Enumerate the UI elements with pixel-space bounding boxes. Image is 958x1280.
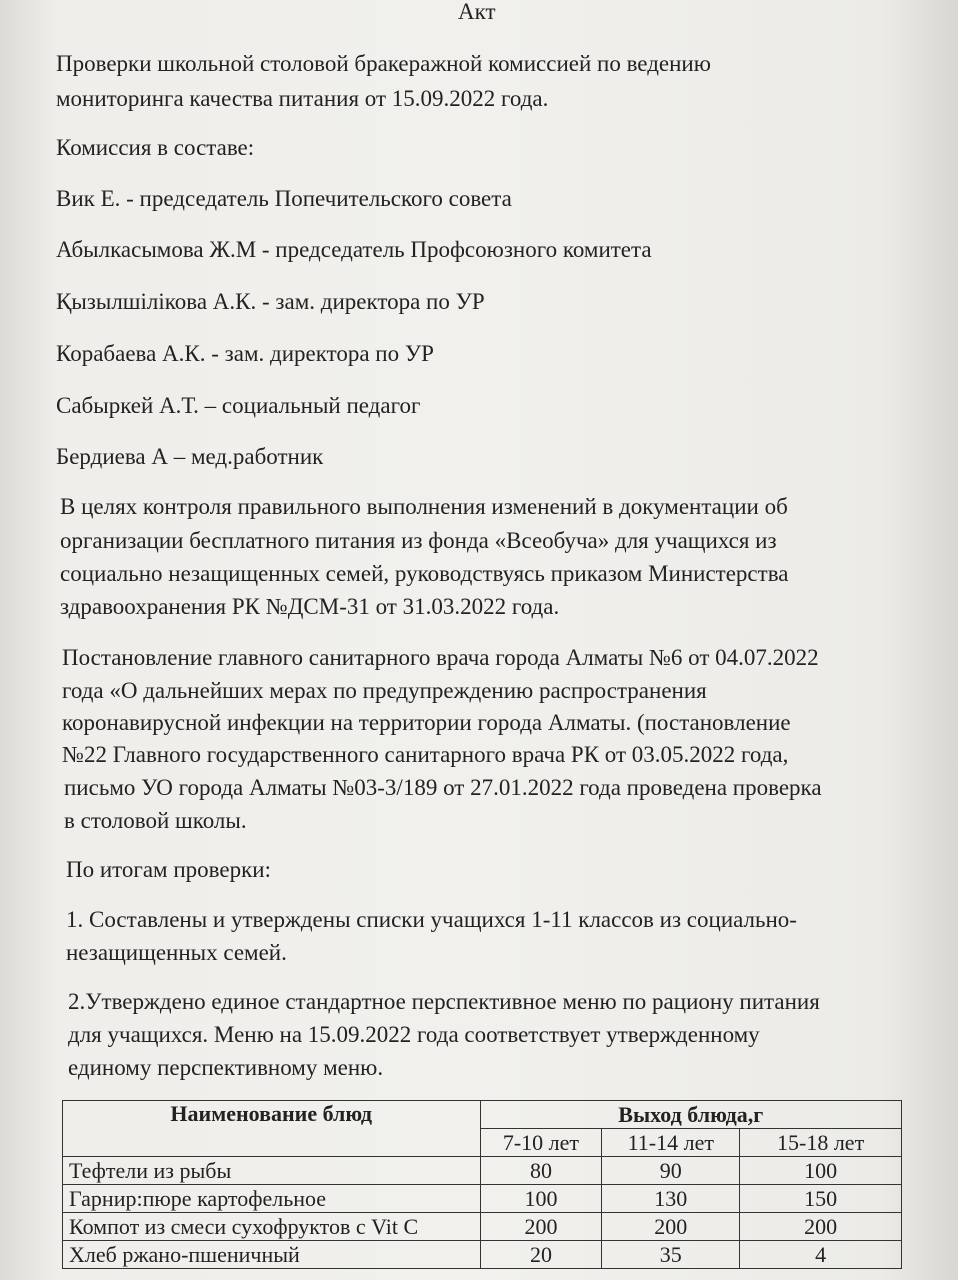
dish-value: 100 [480, 1185, 602, 1213]
intro-line: мониторинга качества питания от 15.09.2022 года. [56, 86, 549, 111]
dish-value: 100 [740, 1157, 902, 1185]
commission-heading: Комиссия в составе: [56, 135, 255, 160]
resolution-line: в столовой школы. [64, 808, 247, 833]
document-title: Акт [458, 0, 496, 24]
dish-value: 4 [740, 1241, 902, 1269]
table-header-row [63, 1101, 902, 1129]
age-group: 11-14 лет [602, 1129, 740, 1157]
purpose-line: социально незащищенных семей, руководствуясь приказом Министерства [60, 561, 789, 586]
dish-value: 35 [602, 1241, 740, 1269]
resolution-line: письмо УО города Алматы №03-3/189 от 27.01.2022 года проведена проверка [64, 775, 822, 800]
results-heading: По итогам проверки: [66, 857, 271, 882]
item2-line: единому перспективному меню. [68, 1055, 384, 1080]
resolution-line: Постановление главного санитарного врача города Алматы №6 от 04.07.2022 [62, 645, 819, 670]
item2-line: 2.Утверждено единое стандартное перспективное меню по рациону питания [68, 989, 820, 1014]
age-group: 15-18 лет [740, 1129, 902, 1157]
dish-value: 20 [480, 1241, 602, 1269]
dish-value: 200 [480, 1213, 602, 1241]
table-row [63, 1157, 902, 1185]
member-line: Бердиева А – мед.работник [56, 444, 324, 469]
dish-name: Тефтели из рыбы [63, 1157, 481, 1185]
dish-value: 90 [602, 1157, 740, 1185]
intro-line: Проверки школьной столовой бракеражной комиссией по ведению [56, 51, 711, 76]
dish-value: 80 [480, 1157, 602, 1185]
item2-line: для учащихся. Меню на 15.09.2022 года соответствует утвержденному [68, 1022, 760, 1047]
dish-value: 130 [602, 1185, 740, 1213]
purpose-line: организации бесплатного питания из фонда «Всеобуча» для учащихся из [60, 528, 777, 553]
table-row [63, 1185, 902, 1213]
member-line: Абылкасымова Ж.М - председатель Профсоюзного комитета [56, 237, 652, 262]
dish-name: Гарнир:пюре картофельное [63, 1185, 481, 1213]
header-dish: Наименование блюд [63, 1101, 481, 1157]
dish-name: Компот из смеси сухофруктов с Vit C [63, 1213, 481, 1241]
purpose-line: здравоохранения РК №ДСМ-31 от 31.03.2022 года. [60, 594, 560, 619]
resolution-line: года «О дальнейших мерах по предупреждению распространения [62, 678, 707, 703]
age-group: 7-10 лет [480, 1129, 602, 1157]
member-line: Сабыркей А.Т. – социальный педагог [56, 393, 421, 418]
dish-value: 200 [740, 1213, 902, 1241]
table-row [63, 1241, 902, 1269]
dish-value: 150 [740, 1185, 902, 1213]
purpose-line: В целях контроля правильного выполнения изменений в документации об [60, 494, 788, 519]
member-line: Вик Е. - председатель Попечительского совета [56, 186, 512, 211]
table-row [63, 1213, 902, 1241]
header-output: Выход блюда,г [480, 1101, 901, 1129]
item1-line: незащищенных семей. [66, 940, 287, 965]
resolution-line: коронавирусной инфекции на территории города Алматы. (постановление [62, 710, 791, 735]
menu-table [62, 1100, 902, 1269]
dish-value: 200 [602, 1213, 740, 1241]
member-line: Қызылшілікова А.К. - зам. директора по УР [56, 289, 485, 314]
resolution-line: №22 Главного государственного санитарного врача РК от 03.05.2022 года, [62, 742, 789, 767]
member-line: Корабаева А.К. - зам. директора по УР [56, 341, 434, 366]
item1-line: 1. Составлены и утверждены списки учащихся 1-11 классов из социально- [66, 907, 797, 932]
dish-name: Хлеб ржано-пшеничный [63, 1241, 481, 1269]
